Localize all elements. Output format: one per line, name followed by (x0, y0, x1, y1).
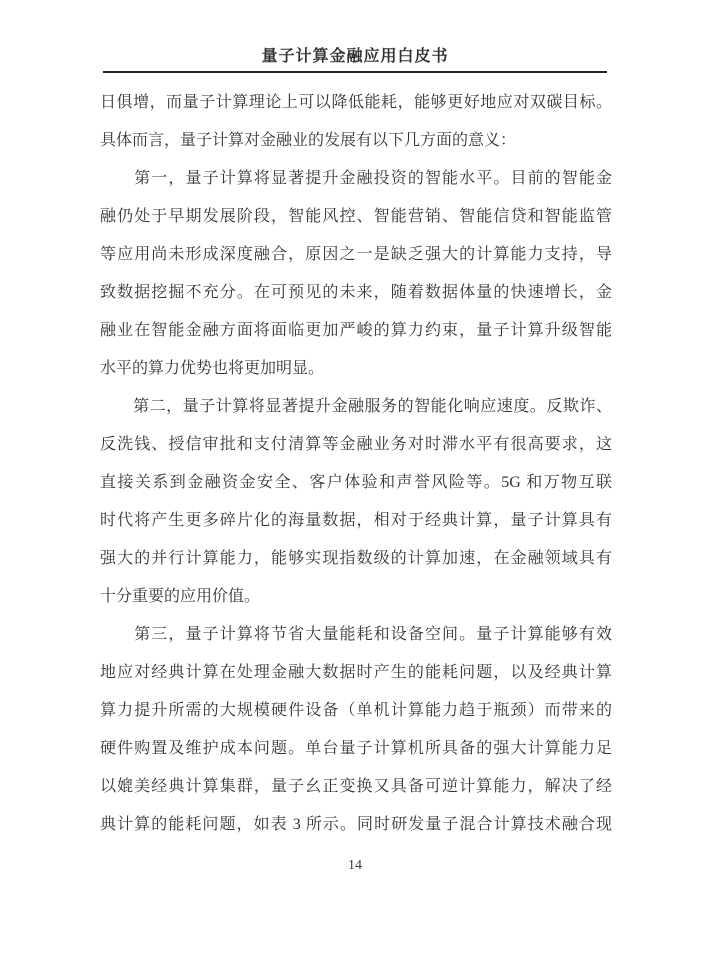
text-line: 典计算的能耗问题，如表 3 所示。同时研发量子混合计算技术融合现 (100, 816, 612, 833)
text-line: 算力提升所需的大规模硬件设备（单机计算能力趋于瓶颈）而带来的 (100, 702, 612, 719)
text-line: 日俱增，而量子计算理论上可以降低能耗，能够更好地应对双碳目标。 (100, 94, 612, 111)
text-line: 水平的算力优势也将更加明显。 (100, 360, 325, 377)
text-line: 十分重要的应用价值。 (100, 588, 261, 605)
text-line: 等应用尚未形成深度融合，原因之一是缺乏强大的计算能力支持，导 (100, 246, 612, 263)
text-line: 第二，量子计算将显著提升金融服务的智能化响应速度。反欺诈、 (100, 398, 612, 415)
paragraph (100, 388, 612, 616)
text-line: 以媲美经典计算集群，量子幺正变换又具备可逆计算能力，解决了经 (100, 778, 612, 795)
text-line: 硬件购置及维护成本问题。单台量子计算机所具备的强大计算能力足 (100, 740, 612, 757)
text-line: 直接关系到金融资金安全、客户体验和声誉风险等。5G 和万物互联 (100, 474, 612, 491)
paragraph (100, 160, 612, 388)
paragraph (100, 84, 612, 160)
paragraph (100, 616, 612, 844)
page-title: 量子计算金融应用白皮书 (261, 48, 449, 65)
text-line: 融仍处于早期发展阶段，智能风控、智能营销、智能信贷和智能监管 (100, 208, 612, 225)
text-line: 地应对经典计算在处理金融大数据时产生的能耗问题，以及经典计算 (100, 664, 612, 681)
text-line: 反洗钱、授信审批和支付清算等金融业务对时滞水平有很高要求，这 (100, 436, 612, 453)
text-line: 时代将产生更多碎片化的海量数据，相对于经典计算，量子计算具有 (100, 512, 612, 529)
text-line: 具体而言，量子计算对金融业的发展有以下几方面的意义： (100, 132, 517, 149)
page-number: 14 (348, 858, 362, 873)
text-line: 第一，量子计算将显著提升金融投资的智能水平。目前的智能金 (100, 170, 612, 187)
text-line: 致数据挖掘不充分。在可预见的未来，随着数据体量的快速增长，金 (100, 284, 612, 301)
document-body (100, 84, 612, 844)
text-line: 第三，量子计算将节省大量能耗和设备空间。量子计算能够有效 (100, 626, 612, 643)
page-footer (0, 850, 710, 880)
text-line: 融业在智能金融方面将面临更加严峻的算力约束，量子计算升级智能 (100, 322, 612, 339)
text-line: 强大的并行计算能力，能够实现指数级的计算加速，在金融领域具有 (100, 550, 612, 567)
header-divider (103, 71, 607, 73)
